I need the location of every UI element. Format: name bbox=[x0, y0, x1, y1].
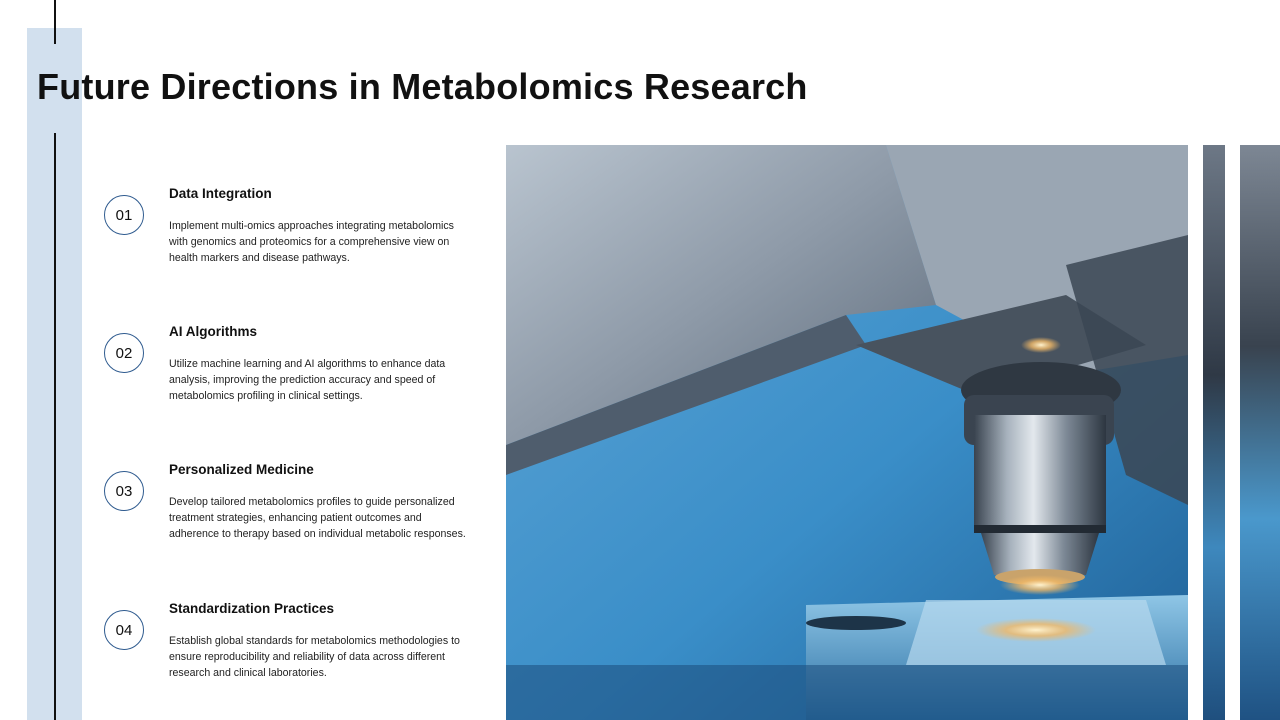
decorative-line-bottom bbox=[54, 133, 56, 720]
item-number-badge: 03 bbox=[104, 471, 144, 511]
item-title: Data Integration bbox=[169, 186, 272, 201]
item-number-badge: 04 bbox=[104, 610, 144, 650]
photo-strip-edge bbox=[1240, 145, 1280, 720]
item-number-badge: 02 bbox=[104, 333, 144, 373]
item-description: Implement multi-omics approaches integrating metabolomics with genomics and proteomics for a comprehensive view on health markers and disease pathways. bbox=[169, 220, 454, 264]
item-title: Standardization Practices bbox=[169, 601, 335, 616]
item-description: Develop tailored metabolomics profiles to guide personalized treatment strategies, enhancing patient outcomes and adherence to therapy based on individual metabolic responses. bbox=[169, 496, 466, 540]
decorative-line-top bbox=[54, 0, 56, 44]
item-number-badge: 01 bbox=[104, 195, 144, 235]
item-description: Utilize machine learning and AI algorithms to enhance data analysis, improving the prediction accuracy and speed of metabolomics profiling in clinical settings. bbox=[169, 358, 446, 402]
item-title: Personalized Medicine bbox=[169, 462, 314, 477]
item-description: Establish global standards for metabolomics methodologies to ensure reproducibility and reliability of data across different research and clinical laboratories. bbox=[169, 635, 460, 679]
slide-title: Future Directions in Metabolomics Research bbox=[37, 66, 808, 107]
microscope-photo bbox=[506, 145, 1188, 720]
photo-strip-narrow bbox=[1203, 145, 1225, 720]
item-title: AI Algorithms bbox=[169, 324, 258, 339]
